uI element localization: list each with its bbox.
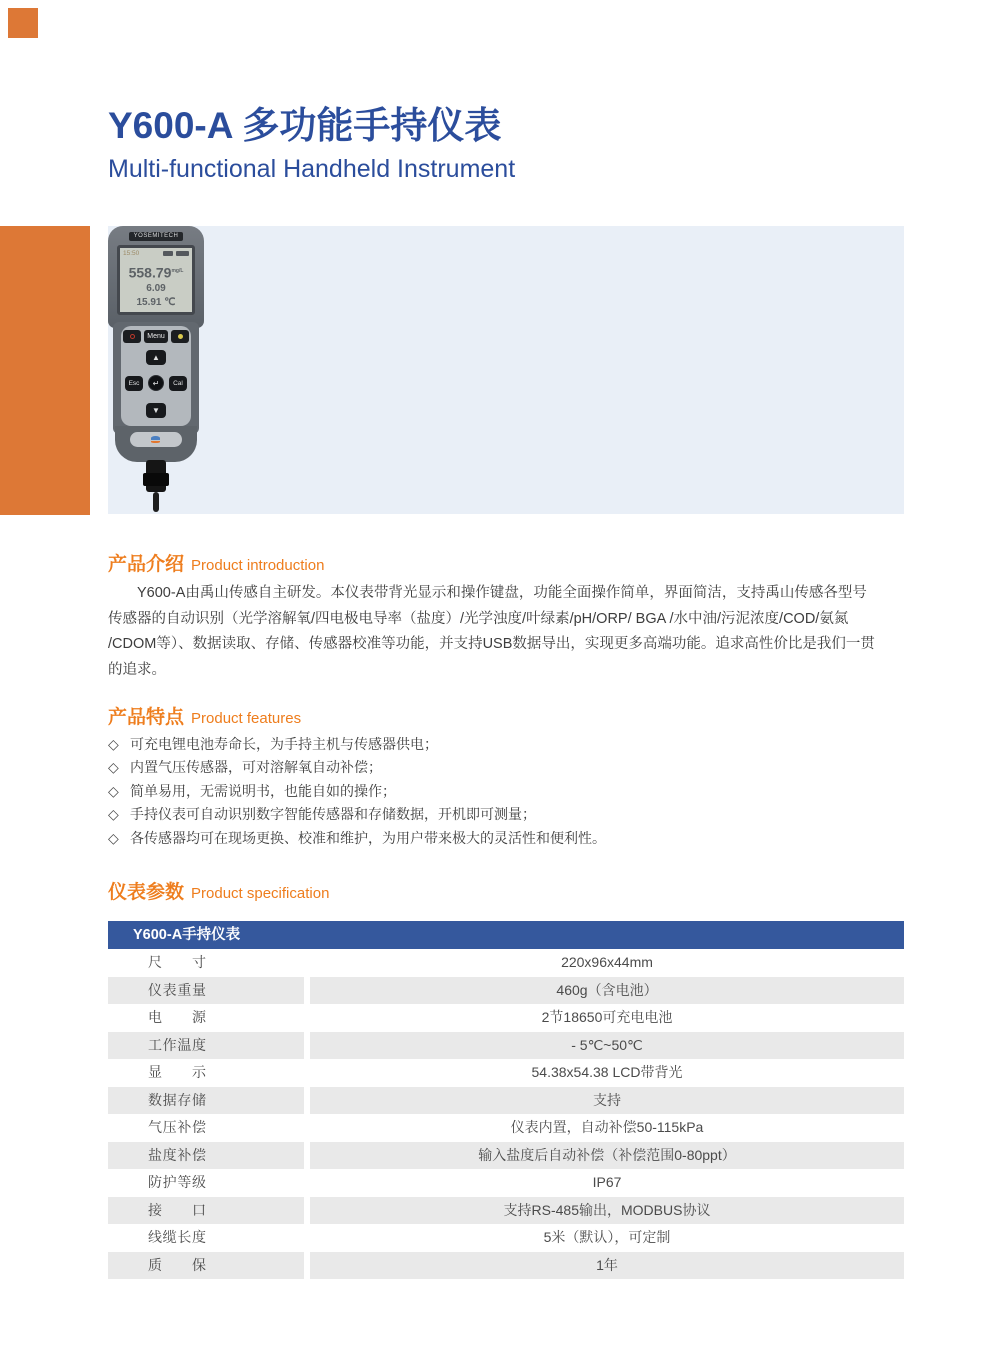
section-heading-spec [108, 877, 329, 904]
lcd-main-reading [120, 264, 192, 280]
spec-value: 仪表内置，自动补偿50-115kPa [510, 1119, 704, 1135]
features-heading-zh: 产品特点 [108, 707, 185, 728]
down-arrow-icon: ▼ [152, 406, 160, 415]
spec-value: 5米（默认），可定制 [543, 1229, 671, 1245]
spec-label [108, 1142, 304, 1170]
feature-text: 可充电锂电池寿命长，为手持主机与传感器供电； [130, 736, 438, 752]
main-reading-unit: mg/L [171, 268, 184, 274]
down-key [146, 403, 166, 418]
spec-value: 支持RS-485输出，MODBUS协议 [310, 1197, 904, 1225]
spec-value: 2节18650可充电电池 [541, 1009, 673, 1025]
spec-value: 54.38x54.38 LCD带背光 [531, 1064, 683, 1080]
up-arrow-icon: ▲ [152, 353, 160, 362]
intro-line: Y600-A由禹山传感自主研发。本仪表带背光显示和操作键盘，功能全面操作简单，界面简洁，支持禹山传感各型号 [137, 585, 867, 601]
spec-label-text: 电源 [148, 1009, 206, 1025]
enter-icon: ↵ [152, 378, 160, 388]
spec-label-text: 尺寸 [148, 954, 206, 970]
feature-item [108, 780, 606, 803]
spec-value: 输入盐度后自动补偿（补偿范围0-80ppt） [310, 1142, 904, 1170]
diamond-bullet-icon: ◇ [108, 829, 119, 846]
diamond-bullet-icon: ◇ [108, 806, 119, 823]
lcd-status-row [123, 250, 189, 256]
table-row [108, 1059, 904, 1087]
device-connector-ridge [143, 473, 169, 486]
feature-item [108, 803, 606, 826]
spec-label [108, 1252, 304, 1280]
menu-key: Menu [144, 330, 168, 343]
spec-value: 460g（含电池） [310, 977, 904, 1005]
page-subtitle: Multi-functional Handheld Instrument [108, 155, 516, 183]
features-heading-en: Product features [191, 710, 302, 727]
spec-label [108, 1059, 304, 1087]
device-keypad-panel [121, 326, 191, 426]
feature-text: 简单易用，无需说明书，也能自如的操作； [130, 782, 396, 799]
corner-accent-square [8, 8, 38, 38]
spec-heading-en: Product specification [191, 885, 330, 902]
device-top-key-row [121, 326, 191, 343]
features-list [108, 733, 606, 850]
section-heading-features [108, 702, 301, 729]
spec-label [108, 1032, 304, 1060]
spec-label [108, 1004, 304, 1032]
feature-text: 内置气压传感器，可对溶解氧自动补偿； [130, 759, 382, 776]
spec-label-text: 工作温度 [148, 1036, 206, 1053]
device-image [108, 226, 204, 514]
intro-paragraph [108, 581, 928, 683]
spec-label [108, 949, 304, 977]
spec-value: 支持 [310, 1087, 904, 1115]
status-pill-icon [163, 251, 173, 256]
spec-label-text: 防护等级 [148, 1174, 206, 1190]
spec-label-text: 线缆长度 [148, 1229, 206, 1245]
spec-label-text: 数据存储 [148, 1091, 206, 1108]
feature-item [108, 756, 606, 779]
spec-table-header: Y600-A手持仪表 [108, 921, 904, 949]
logo-wave-orange [151, 441, 160, 443]
table-row [108, 1252, 904, 1280]
intro-heading-en: Product introduction [191, 557, 325, 574]
lcd-time: 15:50 [123, 249, 140, 257]
spec-label-text: 仪表重量 [148, 981, 206, 998]
spec-value: - 5℃~50℃ [310, 1032, 904, 1060]
enter-key [148, 375, 164, 391]
feature-text: 各传感器均可在现场更换、校准和维护，为用户带来极大的灵活性和便利性。 [130, 829, 606, 846]
table-row [108, 1087, 904, 1115]
backlight-icon [178, 334, 183, 339]
side-accent-bar [0, 226, 90, 515]
spec-label [108, 1114, 304, 1142]
diamond-bullet-icon: ◇ [108, 759, 119, 776]
table-row [108, 1032, 904, 1060]
device-nav-cluster [124, 350, 188, 420]
spec-label-text: 气压补偿 [148, 1119, 206, 1135]
device-brand-label: YOSEMITECH [129, 232, 183, 241]
feature-item [108, 733, 606, 756]
table-row [108, 1224, 904, 1252]
feature-item [108, 827, 606, 850]
diamond-bullet-icon: ◇ [108, 736, 119, 752]
spec-label [108, 1087, 304, 1115]
section-heading-intro [108, 549, 324, 576]
product-photo-panel [108, 226, 904, 514]
esc-key: Esc [125, 376, 143, 391]
power-key [123, 330, 141, 343]
spec-label-text: 盐度补偿 [148, 1146, 206, 1163]
device-cable [153, 492, 159, 512]
intro-heading-zh: 产品介绍 [108, 554, 185, 575]
spec-table [108, 921, 904, 1279]
spec-label [108, 1169, 304, 1197]
brand-logo-icon [151, 436, 161, 444]
diamond-bullet-icon: ◇ [108, 782, 119, 799]
up-key [146, 350, 166, 365]
table-row [108, 1169, 904, 1197]
spec-label-text: 质保 [148, 1256, 206, 1273]
table-row [108, 949, 904, 977]
device-screen [117, 245, 195, 315]
spec-value: IP67 [592, 1174, 622, 1190]
logo-wave-blue [151, 436, 160, 440]
power-icon [130, 334, 135, 339]
spec-label-text: 显示 [148, 1064, 206, 1080]
device-logo-badge [130, 432, 182, 447]
spec-label [108, 977, 304, 1005]
feature-text: 手持仪表可自动识别数字智能传感器和存储数据，开机即可测量； [130, 806, 536, 823]
table-row [108, 1114, 904, 1142]
main-reading-value: 558.79 [128, 264, 172, 281]
cal-key: Cal [169, 376, 187, 391]
page-title: Y600-A 多功能手持仪表 [108, 105, 502, 146]
intro-line: 传感器的自动识别（光学溶解氧/四电极电导率（盐度）/光学浊度/叶绿素/pH/ORP/ BGA /水中油/污泥浓度/COD/氨氮 [108, 610, 849, 627]
spec-value: 1年 [310, 1252, 904, 1280]
table-row [108, 1142, 904, 1170]
spec-label [108, 1197, 304, 1225]
table-row [108, 977, 904, 1005]
battery-icon [176, 251, 189, 256]
spec-heading-zh: 仪表参数 [108, 882, 185, 903]
backlight-key [171, 330, 189, 343]
lcd-secondary-reading: 6.09 [146, 282, 166, 294]
table-row [108, 1197, 904, 1225]
table-row [108, 1004, 904, 1032]
spec-label-text: 接口 [148, 1201, 206, 1218]
intro-line: 的追求。 [108, 661, 166, 678]
intro-line: /CDOM等）、数据读取、存储、传感器校准等功能，并支持USB数据导出，实现更多高端功能。追求高性价比是我们一贯 [108, 636, 875, 652]
lcd-temperature-reading: 15.91 ℃ [136, 296, 176, 308]
spec-value: 220x96x44mm [561, 954, 653, 970]
spec-label [108, 1224, 304, 1252]
